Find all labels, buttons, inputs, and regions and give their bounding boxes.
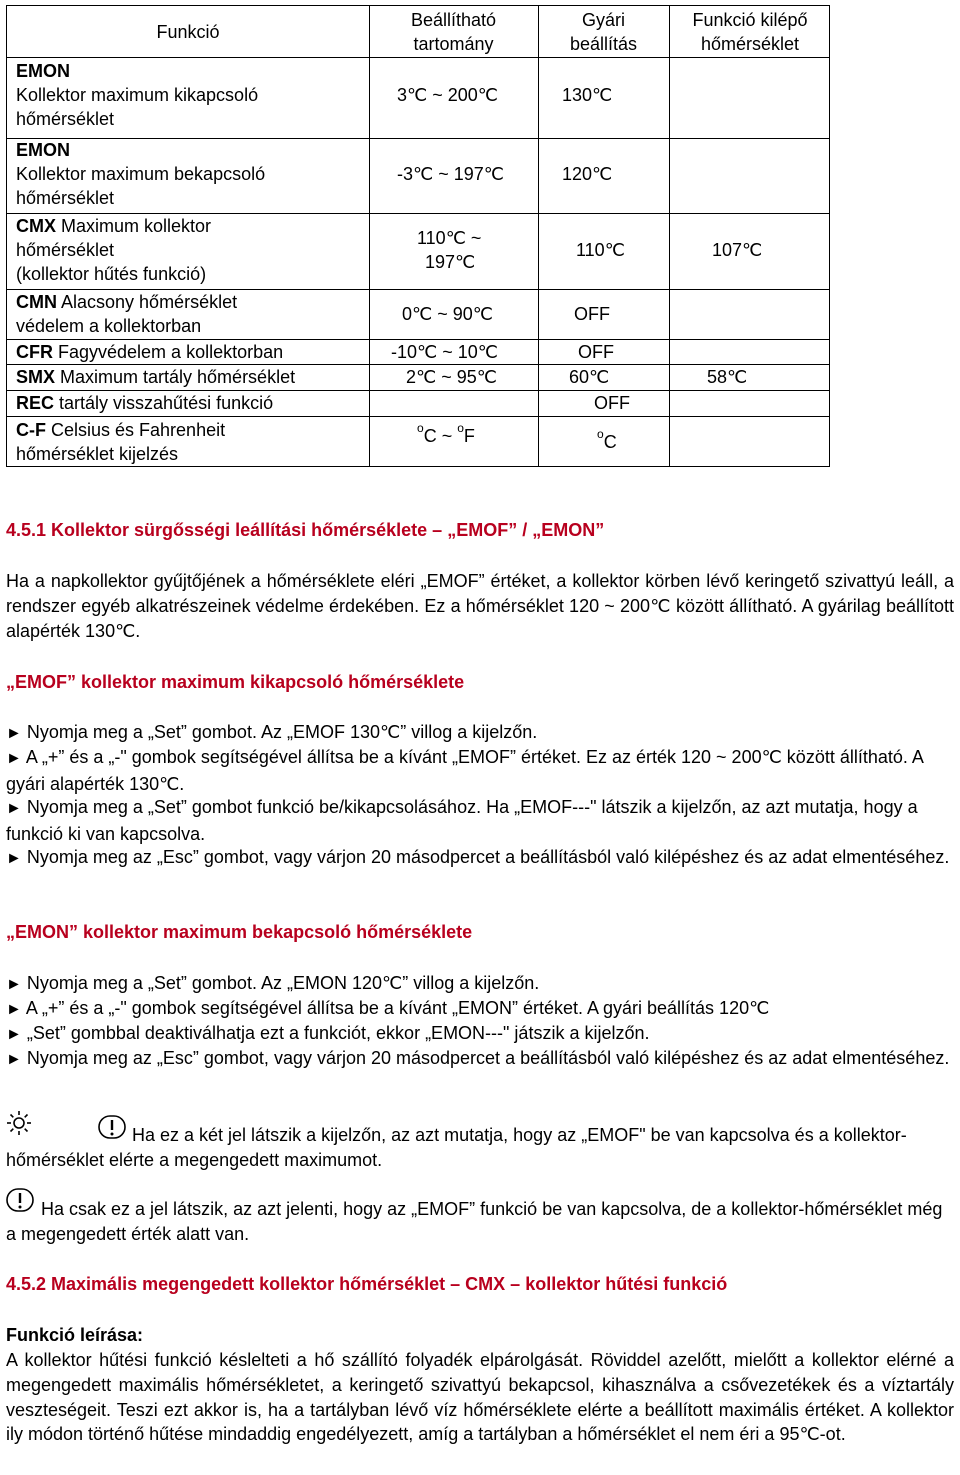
row-code: EMON <box>16 140 70 160</box>
header-exit-line2: hőmérséklet <box>700 34 800 54</box>
header-function: Funkció <box>156 22 220 42</box>
column-divider <box>369 6 370 466</box>
header-range-line2: tartomány <box>413 34 494 54</box>
play-arrow-icon: ► <box>6 850 22 867</box>
row-range: 110℃ ~ <box>417 228 482 248</box>
emof-step: ► Nyomja meg a „Set” gombot funkció be/kikapcsolásához. Ha „EMOF---" látszik a kijelzőn, az azt mutatja, hogy a funkció ki van kapcsolva. <box>6 797 918 844</box>
row-range: 2℃ ~ 95℃ <box>406 367 497 387</box>
section-heading-451: 4.5.1 Kollektor sürgősségi leállítási hőmérséklete – „EMOF” / „EMON” <box>6 520 605 540</box>
settings-table <box>6 5 830 467</box>
play-arrow-icon: ► <box>6 1051 22 1068</box>
row-desc: SMX Maximum tartály hőmérséklet <box>16 367 296 387</box>
play-arrow-icon: ► <box>6 1001 22 1018</box>
row-divider <box>7 416 829 417</box>
row-desc: hőmérséklet <box>16 109 115 129</box>
emon-step: ► „Set” gombbal deaktiválhatja ezt a funkciót, ekkor „EMON---" játszik a kijelzőn. <box>6 1023 650 1043</box>
play-arrow-icon: ► <box>6 750 22 767</box>
intro-paragraph: Ha a napkollektor gyűjtőjének a hőmérséklete eléri „EMOF” értéket, a kollektor körben lévő keringető szivattyú leáll, a rendszer egyéb alkatrészeinek védelme érdekében. Ez a hőmérséklet 120 ~ 200℃ között állítható. A gyárilag beállított alapérték 130℃. <box>6 571 954 641</box>
emof-step: ► A „+” és a „-" gombok segítségével állítsa be a kívánt „EMOF” értéket. Ez az érték 120 ~ 200℃ között állítható. A gyári alapérték 130℃. <box>6 747 923 794</box>
play-arrow-icon: ► <box>6 976 22 993</box>
emon-step: ► Nyomja meg az „Esc” gombot, vagy várjon 20 másodpercet a beállításból való kilépéshez és az adat elmentéséhez. <box>6 1048 950 1068</box>
play-arrow-icon: ► <box>6 1026 22 1043</box>
function-description-label: Funkció leírása: <box>6 1325 144 1345</box>
header-default-line2: beállítás <box>569 34 638 54</box>
row-desc: CMN Alacsony hőmérséklet <box>16 292 238 312</box>
row-desc: Kollektor maximum kikapcsoló <box>16 85 259 105</box>
emon-step: ► Nyomja meg a „Set” gombot. Az „EMON 120℃” villog a kijelzőn. <box>6 973 540 993</box>
row-range: 3℃ ~ 200℃ <box>397 85 498 105</box>
row-range: $^o$C ~ $^o$F <box>417 421 475 446</box>
row-default: 110℃ <box>576 240 625 260</box>
row-desc: CFR Fagyvédelem a kollektorban <box>16 342 284 362</box>
row-desc: hőmérséklet kijelzés <box>16 444 179 464</box>
row-default: OFF <box>574 304 610 324</box>
note-single-icon: Ha csak ez a jel látszik, az azt jelenti, hogy az „EMOF” funkció be van kapcsolva, de a kollektor-hőmérséklet még a megengedett érték alatt van. <box>6 1199 943 1244</box>
row-desc: REC tartály visszahűtési funkció <box>16 393 274 413</box>
row-desc: CMX Maximum kollektor <box>16 216 212 236</box>
row-desc: hőmérséklet <box>16 240 115 260</box>
row-range: 0℃ ~ 90℃ <box>402 304 493 324</box>
play-arrow-icon: ► <box>6 800 22 817</box>
column-divider <box>538 6 539 466</box>
row-range: 197℃ <box>425 252 476 272</box>
row-default: 130℃ <box>562 85 613 105</box>
column-divider <box>669 6 670 466</box>
emof-step: ► Nyomja meg az „Esc” gombot, vagy várjon 20 másodpercet a beállításból való kilépéshez és az adat elmentéséhez. <box>6 847 950 867</box>
row-exit: 107℃ <box>712 240 763 260</box>
row-desc: Kollektor maximum bekapcsoló <box>16 164 266 184</box>
play-arrow-icon: ► <box>6 725 22 742</box>
header-exit-line1: Funkció kilépő <box>692 10 808 30</box>
function-description-text: A kollektor hűtési funkció késlelteti a hő szállító folyadék elpárolgását. Röviddel azelőtt, mielőtt a kollektor elérné a megengedett maximális hőmérsékletet, a keringető szivattyú bekapcsol, kihasználva a csővezetékek és a víztartály veszteségeit. Teszi ezt akkor is, ha a tartályban lévő víz hőmérséklete elérte a beállított maximális értéket. A kollektor ily módon történő hűtése mindaddig engedélyezett, amíg a tartályban a hőmérséklet el nem éri a 95℃-ot. <box>6 1350 954 1445</box>
emof-step: ► Nyomja meg a „Set” gombot. Az „EMOF 130℃” villog a kijelzőn. <box>6 722 538 742</box>
row-default: $^o$C <box>597 427 617 452</box>
row-desc: C-F Celsius és Fahrenheit <box>16 420 226 440</box>
row-default: OFF <box>594 393 630 413</box>
row-default: 60℃ <box>569 367 610 387</box>
header-default-line1: Gyári <box>581 10 625 30</box>
row-range: -10℃ ~ 10℃ <box>391 342 498 362</box>
row-range: -3℃ ~ 197℃ <box>397 164 504 184</box>
row-desc: hőmérséklet <box>16 188 115 208</box>
row-divider <box>7 138 829 139</box>
emon-heading: „EMON” kollektor maximum bekapcsoló hőmérséklete <box>6 922 473 942</box>
row-default: 120℃ <box>562 164 613 184</box>
row-exit: 58℃ <box>707 367 748 387</box>
row-default: OFF <box>578 342 614 362</box>
emon-step: ► A „+” és a „-" gombok segítségével állítsa be a kívánt „EMON” értéket. A gyári beállítás 120℃ <box>6 998 770 1018</box>
emof-heading: „EMOF” kollektor maximum kikapcsoló hőmérséklete <box>6 672 465 692</box>
row-code: EMON <box>16 61 70 81</box>
row-desc: védelem a kollektorban <box>16 316 202 336</box>
section-heading-452: 4.5.2 Maximális megengedett kollektor hőmérséklet – CMX – kollektor hűtési funkció <box>6 1274 728 1294</box>
note-both-icons: Ha ez a két jel látszik a kijelzőn, az azt mutatja, hogy az „EMOF" be van kapcsolva és a kollektor-hőmérséklet elérte a megengedett maximumot. <box>6 1125 907 1170</box>
row-desc: (kollektor hűtés funkció) <box>16 264 207 284</box>
row-divider <box>7 57 829 58</box>
header-range-line1: Beállítható <box>410 10 497 30</box>
